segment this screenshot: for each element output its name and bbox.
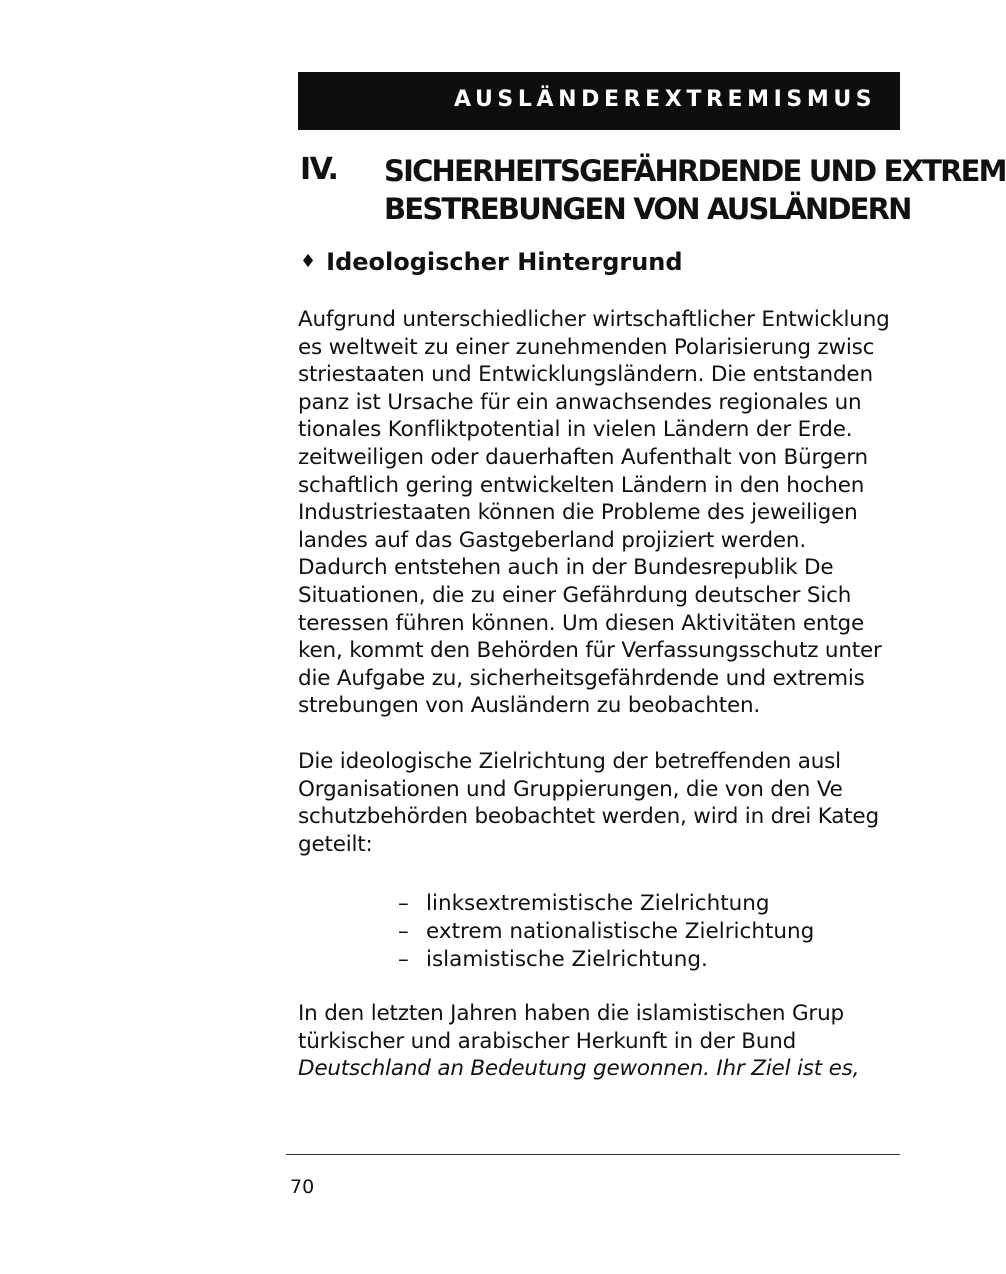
text-line: landes auf das Gastgeberland projiziert werden. [298, 527, 806, 553]
footer-divider [286, 1154, 900, 1155]
text-line: Dadurch entstehen auch in der Bundesrepublik De [298, 555, 834, 581]
page-number: 70 [290, 1176, 315, 1198]
running-header-title: AUSLÄNDEREXTREMISMUS [454, 87, 877, 112]
text-line: zeitweiligen oder dauerhaften Aufenthalt von Bürgern [298, 444, 868, 470]
paragraph-3 [298, 1000, 900, 1083]
text-line: Die ideologische Zielrichtung der betreffenden ausl [298, 749, 841, 774]
text-line: tionales Konfliktpotential in vielen Ländern der Erde. [298, 417, 853, 443]
text-line: striestaaten und Entwicklungsländern. Die entstanden [298, 362, 873, 388]
section-heading [300, 248, 683, 276]
section-heading-text: Ideologischer Hintergrund [326, 248, 683, 276]
text-line: panz ist Ursache für ein anwachsendes regionales un [298, 389, 862, 415]
list-item-text: islamistische Zielrichtung. [426, 947, 708, 972]
list-item-text: extrem nationalistische Zielrichtung [426, 919, 815, 944]
paragraph-1 [298, 306, 900, 720]
text-line: Industriestaaten können die Probleme des jeweiligen [298, 500, 858, 526]
text-line: schutzbehörden beobachtet werden, wird in drei Kateg [298, 804, 879, 830]
list-item [398, 890, 878, 918]
running-header [298, 72, 900, 130]
list-item [398, 918, 878, 946]
chapter-title-line: BESTREBUNGEN VON AUSLÄNDERN [384, 192, 911, 226]
chapter-title [384, 152, 1006, 228]
text-line: die Aufgabe zu, sicherheitsgefährdende und extremis [298, 665, 865, 691]
text-line: Situationen, die zu einer Gefährdung deutscher Sich [298, 582, 852, 608]
text-line: es weltweit zu einer zunehmenden Polarisierung zwisc [298, 334, 875, 360]
category-list [398, 890, 878, 974]
text-line: schaftlich gering entwickelten Ländern in den hochen [298, 472, 865, 498]
dash-bullet: – [398, 947, 409, 972]
text-line: geteilt: [298, 831, 373, 857]
text-line: Organisationen und Gruppierungen, die von den Ve [298, 776, 843, 802]
text-line: ken, kommt den Behörden für Verfassungsschutz unter [298, 638, 882, 664]
list-item [398, 946, 878, 974]
diamond-bullet-icon: ♦ [300, 251, 317, 272]
text-line: teressen führen können. Um diesen Aktivitäten entge [298, 610, 865, 636]
dash-bullet: – [398, 891, 409, 916]
paragraph-2 [298, 748, 900, 858]
dash-bullet: – [398, 919, 409, 944]
chapter-number: IV. [300, 152, 338, 187]
text-line: strebungen von Ausländern zu beobachten. [298, 693, 761, 719]
text-line: türkischer und arabischer Herkunft in der Bund [298, 1028, 797, 1054]
text-line: In den letzten Jahren haben die islamistischen Grup [298, 1001, 844, 1026]
chapter-title-line: SICHERHEITSGEFÄHRDENDE UND EXTREM [384, 154, 1006, 188]
text-line: Aufgrund unterschiedlicher wirtschaftlicher Entwicklung [298, 307, 890, 332]
text-line: Deutschland an Bedeutung gewonnen. Ihr Ziel ist es, [298, 1056, 860, 1082]
list-item-text: linksextremistische Zielrichtung [426, 891, 770, 916]
